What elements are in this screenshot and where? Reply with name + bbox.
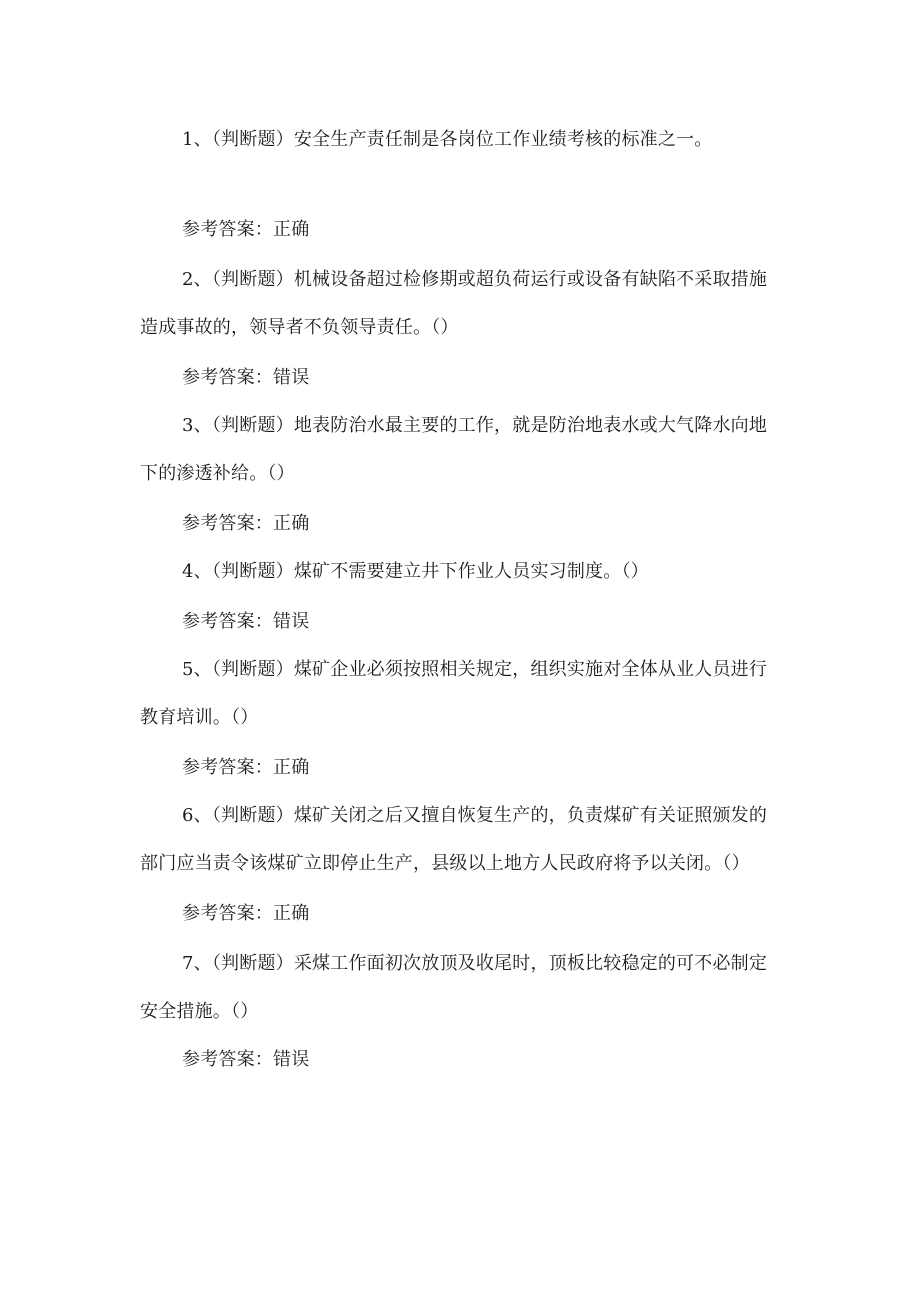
answer-3 [182, 512, 309, 536]
question-6-line-2: 部门应当责令该煤矿立即停止生产，县级以上地方人民政府将予以关闭。（） [140, 853, 750, 874]
question-7-line-1 [182, 952, 767, 976]
question-text: 地表防治水最主要的工作，就是防治地表水或大气降水向地 [293, 415, 768, 436]
question-3-line-2: 下的渗透补给。（） [140, 463, 295, 484]
answer-label: 参考答案： [182, 611, 273, 632]
answer-value: 正确 [273, 757, 310, 778]
question-text: 煤矿不需要建立井下作业人员实习制度。（） [293, 561, 649, 582]
question-5-line-2: 教育培训。（） [140, 707, 259, 728]
answer-1 [182, 218, 309, 242]
answer-value: 错误 [273, 1049, 310, 1070]
question-text: 机械设备超过检修期或超负荷运行或设备有缺陷不采取措施 [293, 269, 768, 290]
question-3-line-1 [182, 414, 767, 438]
question-type: （判断题） [211, 659, 294, 680]
question-text: 安全生产责任制是各岗位工作业绩考核的标准之一。 [293, 129, 713, 150]
question-text: 煤矿企业必须按照相关规定，组织实施对全体从业人员进行 [293, 659, 768, 680]
answer-value: 错误 [273, 367, 310, 388]
answer-7 [182, 1048, 309, 1072]
question-2-line-1 [182, 268, 767, 292]
question-text: 煤矿关闭之后又擅自恢复生产的，负责煤矿有关证照颁发的 [293, 805, 768, 826]
question-type: （判断题） [211, 129, 294, 150]
answer-label: 参考答案： [182, 513, 273, 534]
question-7-line-2: 安全措施。（） [140, 1001, 259, 1022]
answer-label: 参考答案： [182, 1049, 273, 1070]
question-number: 5、 [182, 659, 212, 680]
question-2-line-2: 造成事故的，领导者不负领导责任。（） [140, 317, 459, 338]
question-4-line-1 [182, 560, 649, 584]
question-type: （判断题） [211, 415, 294, 436]
question-1-line-1 [182, 128, 712, 152]
question-6-line-1 [182, 804, 767, 828]
answer-value: 正确 [273, 219, 310, 240]
answer-6 [182, 902, 309, 926]
question-number: 2、 [182, 269, 212, 290]
question-number: 6、 [182, 805, 212, 826]
question-number: 3、 [182, 415, 212, 436]
answer-5 [182, 756, 309, 780]
question-type: （判断题） [211, 561, 294, 582]
answer-label: 参考答案： [182, 367, 273, 388]
question-type: （判断题） [211, 953, 294, 974]
answer-label: 参考答案： [182, 903, 273, 924]
answer-value: 正确 [273, 513, 310, 534]
answer-2 [182, 366, 309, 390]
answer-value: 正确 [273, 903, 310, 924]
answer-label: 参考答案： [182, 219, 273, 240]
question-number: 4、 [182, 561, 212, 582]
question-number: 7、 [182, 953, 212, 974]
question-type: （判断题） [211, 805, 294, 826]
question-5-line-1 [182, 658, 767, 682]
question-number: 1、 [182, 129, 212, 150]
question-type: （判断题） [211, 269, 294, 290]
answer-value: 错误 [273, 611, 310, 632]
question-text: 采煤工作面初次放顶及收尾时，顶板比较稳定的可不必制定 [293, 953, 768, 974]
answer-4 [182, 610, 309, 634]
answer-label: 参考答案： [182, 757, 273, 778]
